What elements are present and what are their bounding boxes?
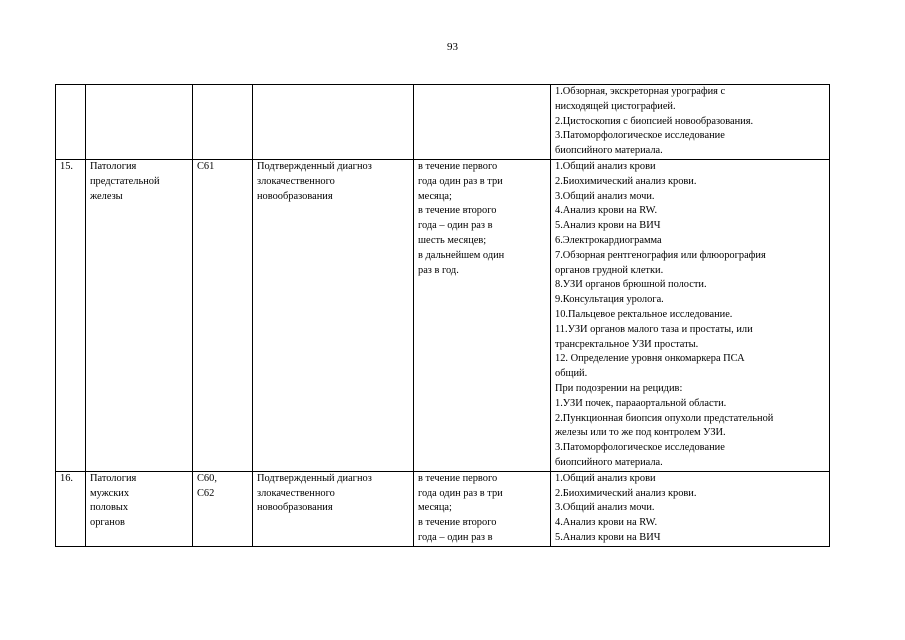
cell-line: в течение второго — [418, 205, 497, 217]
exam-line: 5.Анализ крови на ВИЧ — [555, 531, 661, 543]
cell-examinations — [551, 159, 830, 471]
cell-line: в дальнейшем один — [418, 249, 505, 261]
cell-number: 15. — [56, 159, 86, 471]
exam-line: 8.УЗИ органов брюшной полости. — [555, 279, 707, 291]
cell-pathology — [86, 159, 193, 471]
exam-line: 4.Анализ крови на RW. — [555, 517, 658, 529]
cell-examinations — [551, 85, 830, 160]
cell-icd-code — [193, 159, 253, 471]
cell-frequency — [414, 85, 551, 160]
exam-line: 7.Обзорная рентгенография или флюорография — [555, 249, 766, 261]
exam-line: 2.Биохимический анализ крови. — [555, 487, 697, 499]
exam-line: 1.Общий анализ крови — [555, 160, 656, 172]
cell-line: новообразования — [257, 502, 333, 514]
exam-line: 12. Определение уровня онкомаркера ПСА — [555, 353, 745, 365]
exam-line: 1.Общий анализ крови — [555, 472, 656, 484]
exam-line: При подозрении на рецидив: — [555, 382, 683, 394]
exam-line: общий. — [555, 368, 588, 380]
cell-line: С62 — [197, 487, 215, 499]
cell-examinations — [551, 471, 830, 546]
cell-line: половых — [90, 502, 129, 514]
cell-pathology — [86, 85, 193, 160]
table-row-continuation — [56, 85, 830, 160]
cell-number — [56, 85, 86, 160]
exam-line: железы или то же под контролем УЗИ. — [555, 427, 726, 439]
exam-line: 3.Общий анализ мочи. — [555, 502, 655, 514]
cell-line: года один раз в три — [418, 487, 503, 499]
exam-line: 3.Патоморфологическое исследование — [555, 130, 725, 142]
page-number: 93 — [447, 41, 458, 53]
cell-line: в течение первого — [418, 160, 498, 172]
cell-line: в течение первого — [418, 472, 498, 484]
cell-line: Патология — [90, 160, 137, 172]
exam-line: 6.Электрокардиограмма — [555, 234, 662, 246]
cell-frequency — [414, 471, 551, 546]
cell-line: года один раз в три — [418, 175, 503, 187]
cell-diagnosis — [253, 85, 414, 160]
cell-line: раз в год. — [418, 264, 459, 276]
table-row — [56, 471, 830, 546]
exam-line: 3.Общий анализ мочи. — [555, 190, 655, 202]
exam-line: 3.Патоморфологическое исследование — [555, 442, 725, 454]
cell-line: года – один раз в — [418, 220, 493, 232]
table-row — [56, 159, 830, 471]
exam-line: 2.Биохимический анализ крови. — [555, 175, 697, 187]
examination-table — [55, 84, 830, 547]
exam-line: 4.Анализ крови на RW. — [555, 205, 658, 217]
table-body — [56, 85, 830, 547]
exam-line: 1.УЗИ почек, парааортальной области. — [555, 397, 727, 409]
cell-pathology — [86, 471, 193, 546]
cell-diagnosis — [253, 159, 414, 471]
exam-line: 2.Цистоскопия с биопсией новообразования. — [555, 115, 754, 127]
cell-line: железы — [90, 190, 123, 202]
exam-line: трансректальное УЗИ простаты. — [555, 338, 699, 350]
exam-line: 2.Пункционная биопсия опухоли предстательной — [555, 412, 774, 424]
exam-line: нисходящей цистографией. — [555, 100, 676, 112]
exam-line: 11.УЗИ органов малого таза и простаты, или — [555, 323, 753, 335]
cell-frequency — [414, 159, 551, 471]
cell-line: года – один раз в — [418, 531, 493, 543]
cell-line: С61 — [197, 160, 215, 172]
cell-number: 16. — [56, 471, 86, 546]
cell-line: злокачественного — [257, 487, 335, 499]
exam-line: биопсийного материала. — [555, 456, 663, 468]
cell-line: месяца; — [418, 190, 452, 202]
exam-line: 10.Пальцевое ректальное исследование. — [555, 308, 733, 320]
exam-line: 5.Анализ крови на ВИЧ — [555, 220, 661, 232]
exam-line: органов грудной клетки. — [555, 264, 664, 276]
cell-line: предстательной — [90, 175, 160, 187]
cell-line: месяца; — [418, 502, 452, 514]
cell-line: мужских — [90, 487, 130, 499]
cell-line: злокачественного — [257, 175, 335, 187]
cell-line: Подтвержденный диагноз — [257, 472, 372, 484]
cell-line: органов — [90, 517, 125, 529]
cell-line: Подтвержденный диагноз — [257, 160, 372, 172]
exam-line: биопсийного материала. — [555, 145, 663, 157]
cell-line: Патология — [90, 472, 137, 484]
cell-line: шесть месяцев; — [418, 234, 487, 246]
cell-line: новообразования — [257, 190, 333, 202]
cell-diagnosis — [253, 471, 414, 546]
exam-line: 1.Обзорная, экскреторная урография с — [555, 86, 726, 97]
cell-line: С60, — [197, 472, 217, 484]
exam-line: 9.Консультация уролога. — [555, 294, 664, 306]
cell-icd-code — [193, 471, 253, 546]
cell-line: в течение второго — [418, 517, 497, 529]
cell-icd-code — [193, 85, 253, 160]
